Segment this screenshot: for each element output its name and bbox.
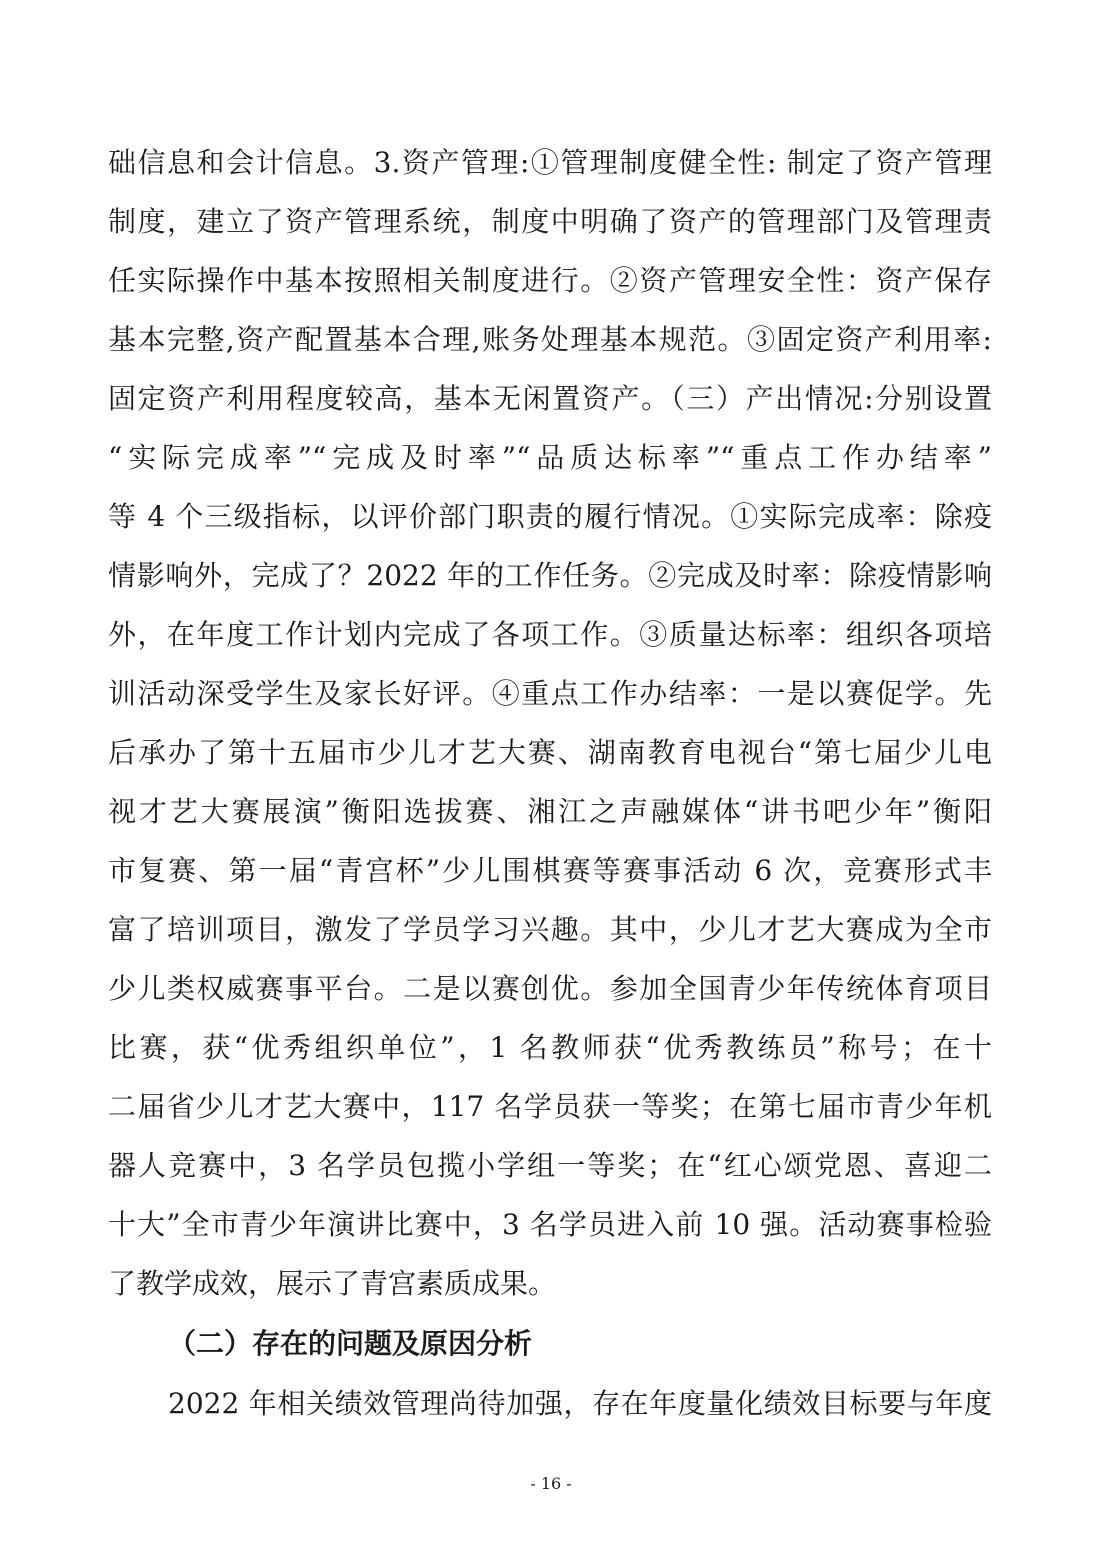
body-line-12: 视才艺大赛展演”衡阳选拔赛、湘江之声融媒体“讲书吧少年”衡阳 bbox=[108, 795, 992, 828]
body-line-19: 十大”全市青少年演讲比赛中，3 名学员进入前 10 强。活动赛事检验 bbox=[108, 1208, 992, 1241]
body-line-11: 后承办了第十五届市少儿才艺大赛、湖南教育电视台“第七届少儿电 bbox=[108, 736, 992, 769]
body-line-2: 制度，建立了资产管理系统，制度中明确了资产的管理部门及管理责 bbox=[108, 205, 992, 238]
body-line-7: 等 4 个三级指标，以评价部门职责的履行情况。①实际完成率：除疫 bbox=[108, 500, 992, 533]
body-line-16: 比赛，获“优秀组织单位”，1 名教师获“优秀教练员”称号；在十 bbox=[108, 1031, 992, 1064]
section-heading: （二）存在的问题及原因分析 bbox=[168, 1327, 533, 1360]
body-line-8: 情影响外，完成了？2022 年的工作任务。②完成及时率：除疫情影响 bbox=[108, 559, 992, 592]
body-line-14: 富了培训项目，激发了学员学习兴趣。其中，少儿才艺大赛成为全市 bbox=[108, 913, 992, 946]
next-paragraph-line: 2022 年相关绩效管理尚待加强，存在年度量化绩效目标要与年度 bbox=[168, 1387, 992, 1420]
body-line-1: 础信息和会计信息。3.资产管理:①管理制度健全性: 制定了资产管理 bbox=[108, 146, 992, 179]
body-line-10: 训活动深受学生及家长好评。④重点工作办结率：一是以赛促学。先 bbox=[108, 677, 992, 710]
body-line-6: “实际完成率”“完成及时率”“品质达标率”“重点工作办结率” bbox=[108, 441, 992, 474]
body-line-4: 基本完整,资产配置基本合理,账务处理基本规范。③固定资产利用率: bbox=[108, 323, 992, 356]
body-line-20: 了教学成效，展示了青宫素质成果。 bbox=[108, 1267, 557, 1300]
page-number: - 16 - bbox=[530, 1474, 572, 1493]
body-line-17: 二届省少儿才艺大赛中，117 名学员获一等奖；在第七届市青少年机 bbox=[108, 1090, 992, 1123]
body-line-3: 任实际操作中基本按照相关制度进行。②资产管理安全性：资产保存 bbox=[108, 264, 992, 297]
body-line-18: 器人竞赛中，3 名学员包揽小学组一等奖；在“红心颂党恩、喜迎二 bbox=[108, 1149, 992, 1182]
body-line-13: 市复赛、第一届“青宫杯”少儿围棋赛等赛事活动 6 次，竞赛形式丰 bbox=[108, 854, 992, 887]
body-line-15: 少儿类权威赛事平台。二是以赛创优。参加全国青少年传统体育项目 bbox=[108, 972, 992, 1005]
body-line-9: 外，在年度工作计划内完成了各项工作。③质量达标率：组织各项培 bbox=[108, 618, 992, 651]
body-line-5: 固定资产利用程度较高，基本无闲置资产。（三）产出情况:分别设置 bbox=[108, 382, 992, 415]
